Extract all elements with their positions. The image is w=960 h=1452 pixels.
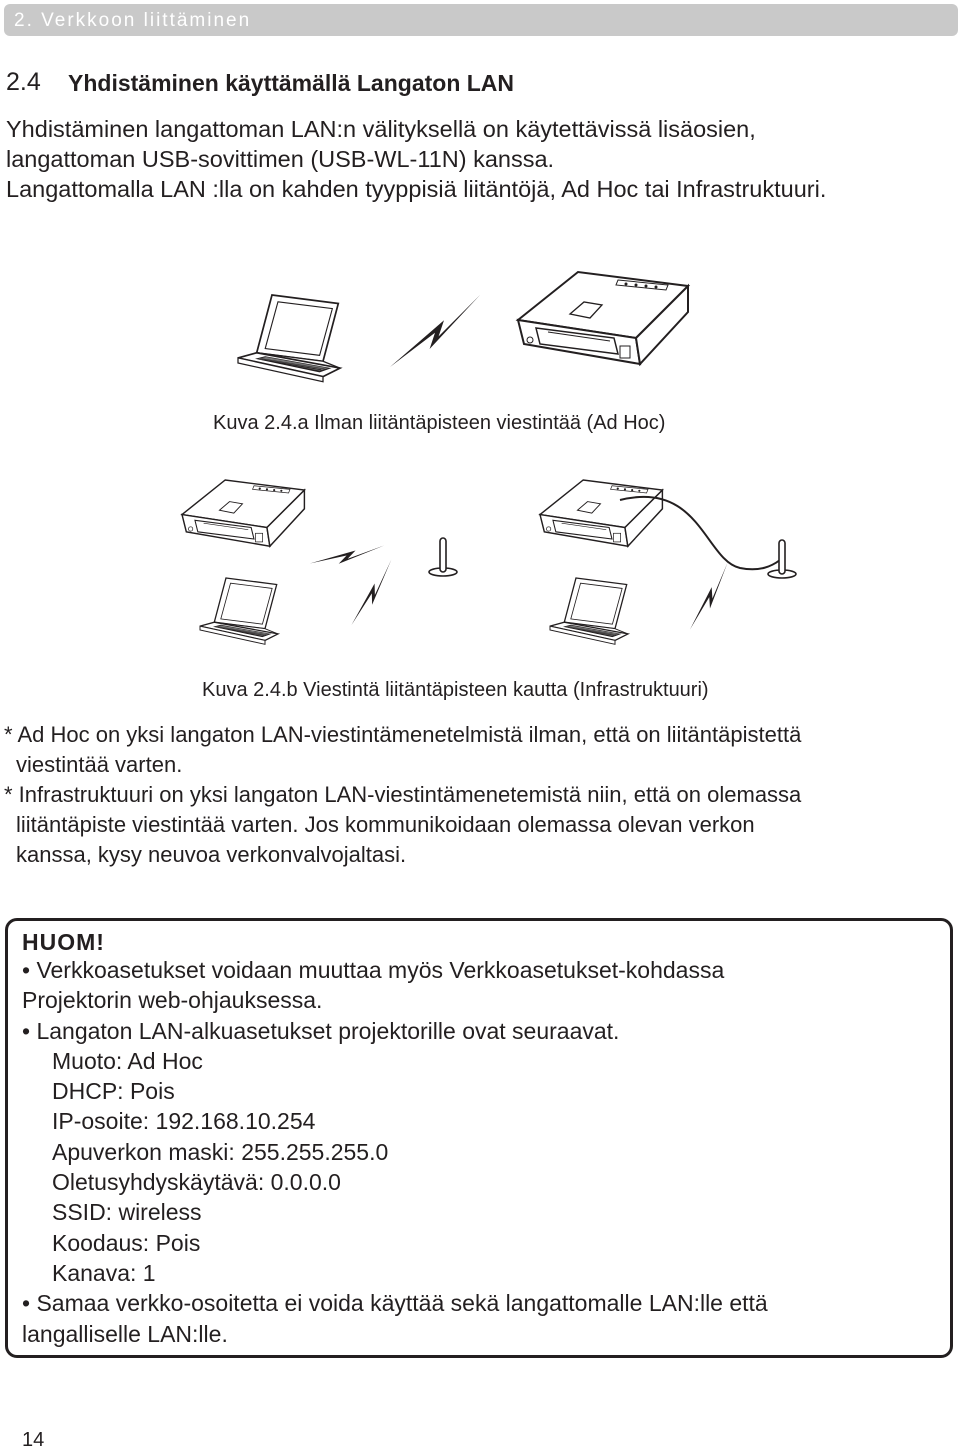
laptop-icon bbox=[200, 578, 278, 644]
section-title: Yhdistäminen käyttämällä Langaton LAN bbox=[68, 70, 515, 96]
huom-body bbox=[22, 955, 768, 1349]
wireless-signal-icon bbox=[310, 520, 385, 589]
access-point-icon bbox=[768, 540, 796, 578]
wireless-signal-icon bbox=[390, 295, 480, 367]
intro-line: Langattomalla LAN :lla on kahden tyyppisiä liitäntöjä, Ad Hoc tai Infrastruktuuri. bbox=[6, 176, 827, 202]
huom-bullet: • Langaton LAN-alkuasetukset projektorille ovat seuraavat. bbox=[22, 1017, 620, 1044]
laptop-icon bbox=[238, 295, 340, 382]
huom-note-box bbox=[5, 918, 953, 1358]
infra-note-line: liitäntäpiste viestintää varten. Jos kommunikoidaan olemassa olevan verkon bbox=[16, 812, 755, 837]
infra-note-line: * Infrastruktuuri on yksi langaton LAN-viestintämenetemistä niin, että on olemassa bbox=[4, 782, 802, 807]
setting-item: Koodaus: Pois bbox=[52, 1229, 201, 1256]
setting-item: SSID: wireless bbox=[52, 1199, 202, 1226]
figure-a-caption: Kuva 2.4.a Ilman liitäntäpisteen viestintää (Ad Hoc) bbox=[213, 412, 666, 434]
laptop-icon bbox=[550, 578, 628, 644]
wireless-signal-icon bbox=[672, 563, 746, 630]
setting-item: Muoto: Ad Hoc bbox=[52, 1047, 203, 1074]
huom-bullet-cont: langalliselle LAN:lle. bbox=[22, 1320, 228, 1347]
intro-line: Yhdistäminen langattoman LAN:n välityksellä on käytettävissä lisäosien, bbox=[6, 116, 756, 142]
notes-section bbox=[4, 720, 801, 870]
setting-item: IP-osoite: 192.168.10.254 bbox=[52, 1108, 316, 1135]
huom-bullet: • Samaa verkko-osoitetta ei voida käyttää sekä langattomalle LAN:lle että bbox=[22, 1290, 768, 1317]
wireless-signal-icon bbox=[335, 559, 408, 625]
projector-icon bbox=[518, 272, 688, 364]
huom-bullet: • Verkkoasetukset voidaan muuttaa myös Verkkoasetukset-kohdassa bbox=[22, 957, 725, 983]
setting-item: DHCP: Pois bbox=[52, 1078, 175, 1105]
huom-bullet-cont: Projektorin web-ohjauksessa. bbox=[22, 987, 323, 1014]
figure-b-caption: Kuva 2.4.b Viestintä liitäntäpisteen kautta (Infrastruktuuri) bbox=[202, 679, 709, 701]
chapter-label: 2. Verkkoon liittäminen bbox=[14, 10, 252, 31]
intro-line: langattoman USB-sovittimen (USB-WL-11N) kanssa. bbox=[6, 146, 555, 172]
huom-title: HUOM! bbox=[22, 929, 105, 955]
adhoc-note-line: viestintää varten. bbox=[16, 752, 183, 777]
setting-item: Apuverkon maski: 255.255.255.0 bbox=[52, 1138, 389, 1165]
projector-icon bbox=[182, 480, 304, 546]
infra-note-line: kanssa, kysy neuvoa verkonvalvojaltasi. bbox=[16, 842, 407, 867]
adhoc-note-line: * Ad Hoc on yksi langaton LAN-viestintämenetelmistä ilman, että on liitäntäpistettä bbox=[4, 722, 802, 747]
setting-item: Oletusyhdyskäytävä: 0.0.0.0 bbox=[52, 1169, 341, 1196]
setting-item: Kanava: 1 bbox=[52, 1259, 156, 1286]
access-point-icon bbox=[429, 538, 457, 576]
page-number: 14 bbox=[22, 1429, 45, 1451]
section-number: 2.4 bbox=[6, 68, 41, 96]
projector-icon bbox=[540, 480, 662, 546]
